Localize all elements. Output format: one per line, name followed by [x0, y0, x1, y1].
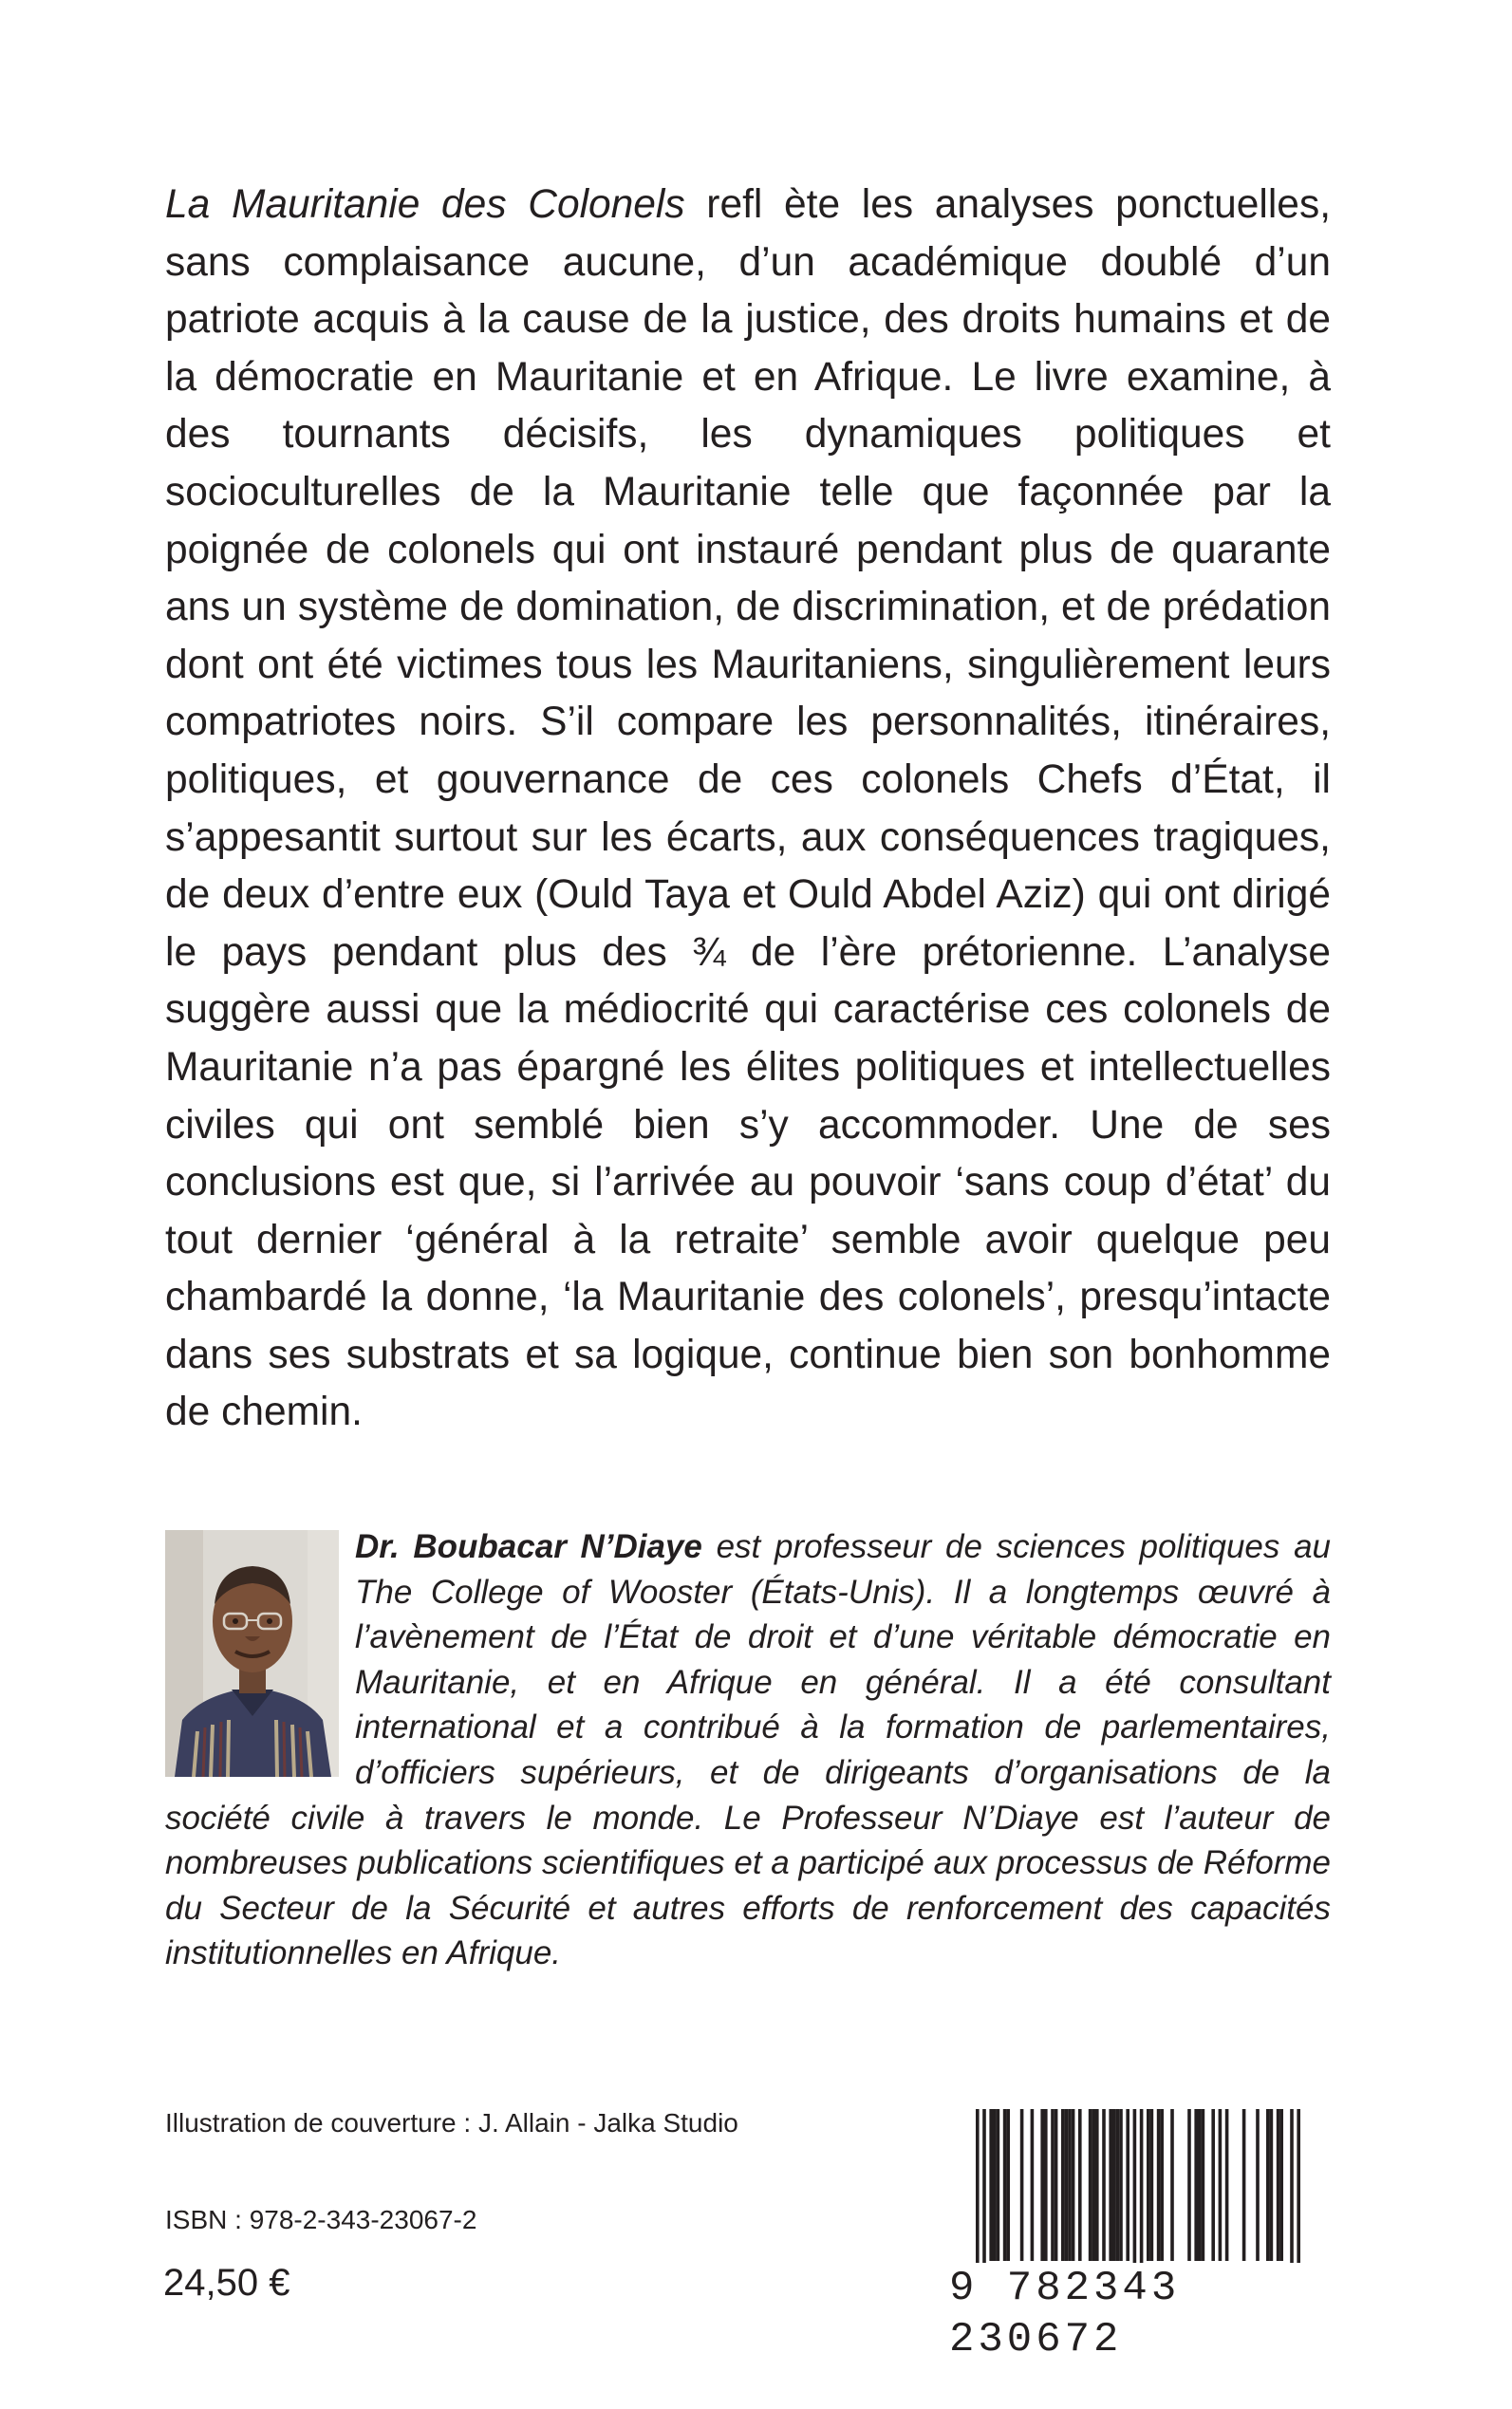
barcode-bar	[993, 2109, 997, 2261]
barcode-bar	[1242, 2109, 1246, 2261]
barcode-bar	[1279, 2109, 1283, 2261]
barcode-bar	[1256, 2109, 1260, 2261]
barcode-bar	[1068, 2109, 1072, 2261]
barcode-bar	[1020, 2109, 1024, 2261]
barcode-bar	[1198, 2109, 1202, 2261]
barcode-bar	[1044, 2109, 1048, 2261]
barcode-bar	[1051, 2109, 1055, 2261]
barcode-bar	[1078, 2109, 1082, 2261]
barcode-bar	[1147, 2109, 1150, 2261]
barcode-bar	[1170, 2109, 1174, 2261]
back-cover-summary	[165, 177, 1331, 1442]
book-title: La Mauritanie des Colonels	[165, 182, 685, 227]
barcode-bar	[1092, 2109, 1095, 2261]
barcode-bar	[1003, 2109, 1007, 2261]
author-bio	[165, 1524, 1331, 1976]
photo-float-space	[165, 1524, 355, 1792]
author-name: Dr. Boubacar N’Diaye	[355, 1528, 702, 1565]
barcode-bar	[1055, 2109, 1058, 2261]
barcode-bar	[1119, 2109, 1123, 2261]
illustration-credit: Illustration de couverture : J. Allain - Jalka Studio	[165, 2108, 738, 2138]
price: 24,50 €	[163, 2262, 290, 2304]
barcode-bar	[1095, 2109, 1099, 2261]
barcode-bar	[1126, 2109, 1129, 2261]
barcode-bar	[1266, 2109, 1270, 2261]
barcode-bar	[1150, 2109, 1154, 2261]
barcode-bar	[1065, 2109, 1069, 2261]
barcode-bar	[1031, 2109, 1035, 2261]
barcode-bar	[1277, 2109, 1280, 2261]
barcode-bar	[1006, 2109, 1010, 2261]
author-bio-text: est professeur de sciences politiques au The College of Wooster (États-Unis). Il a longtemps œuvré à l’avènement de l’État de droit et d’une véritable démocratie en Mauritanie, et en Afrique en général. Il a été consultant international et a contribué à la formation de parlementaires, d’officiers supérieurs, et de dirigeants d’organisations de la société civile à travers le monde. Le Professeur N’Diaye est l’auteur de nombreuses publications scientifiques et a participé aux processus de Réforme du Secteur de la Sécurité et autres efforts de renforcement des capacités institutionnelles en Afrique.	[165, 1528, 1332, 1972]
barcode-bar	[1270, 2109, 1274, 2261]
barcode-bar	[1072, 2109, 1075, 2261]
summary-text: refl ète les analyses ponctuelles, sans complaisance aucune, d’un académique doublé d’un patriote acquis à la cause de la justice, des droits humains et de la démocratie en Mauritanie et en Afrique. Le livre examine, à des tournants décisifs, les dynamiques politiques et socioculturelles de la Mauritanie telle que façonnée par la poignée de colonels qui ont instauré pendant plus de quarante ans un système de domination, de discrimination, et de prédation dont ont été victimes tous les Mauritaniens, singulièrement leurs compatriotes noirs. S’il compare les personnalités, itinéraires, politiques, et gouvernance de ces colonels Chefs d’État, il s’appesantit surtout sur les écarts, aux conséquences tragiques, de deux d’entre eux (Ould Taya et Ould Abdel Aziz) qui ont dirigé le pays pendant plus des ¾ de l’ère prétorienne. L’analyse suggère aussi que la médiocrité qui caractérise ces colonels de Mauritanie n’a pas épargné les élites politiques et intellectuelles civiles qui ont semblé bien s’y accommoder. Une de ses conclusions est que, si l’arrivée au pouvoir ‘sans coup d’état’ du tout dernier ‘général à la retraite’ semble avoir quelque peu chambardé la donne, ‘la Mauritanie des colonels’, presqu’intacte dans ses substrats et sa logique, continue bien son bonhomme de chemin.	[165, 182, 1331, 1435]
barcode-bar	[1219, 2109, 1223, 2261]
barcode-bar	[1109, 2109, 1112, 2261]
barcode-bar	[1102, 2109, 1106, 2261]
barcode-bar	[1061, 2109, 1065, 2261]
barcode-bar	[1089, 2109, 1092, 2261]
barcode-bar	[1160, 2109, 1164, 2261]
barcode-bar	[989, 2109, 993, 2261]
barcode-bar	[1225, 2109, 1229, 2261]
barcode-bar	[997, 2109, 1000, 2261]
barcode-bar	[1116, 2109, 1120, 2261]
isbn: ISBN : 978-2-343-23067-2	[165, 2205, 477, 2234]
barcode-bar	[1211, 2109, 1215, 2261]
barcode-bar	[1194, 2109, 1198, 2261]
barcode-bar	[1202, 2109, 1205, 2261]
barcode-digits: 9 782343 230672	[949, 2263, 1329, 2365]
barcode-bar	[1040, 2109, 1044, 2261]
barcode-bar	[1157, 2109, 1161, 2261]
barcode-bar	[1187, 2109, 1191, 2261]
barcode-bar	[1112, 2109, 1116, 2261]
